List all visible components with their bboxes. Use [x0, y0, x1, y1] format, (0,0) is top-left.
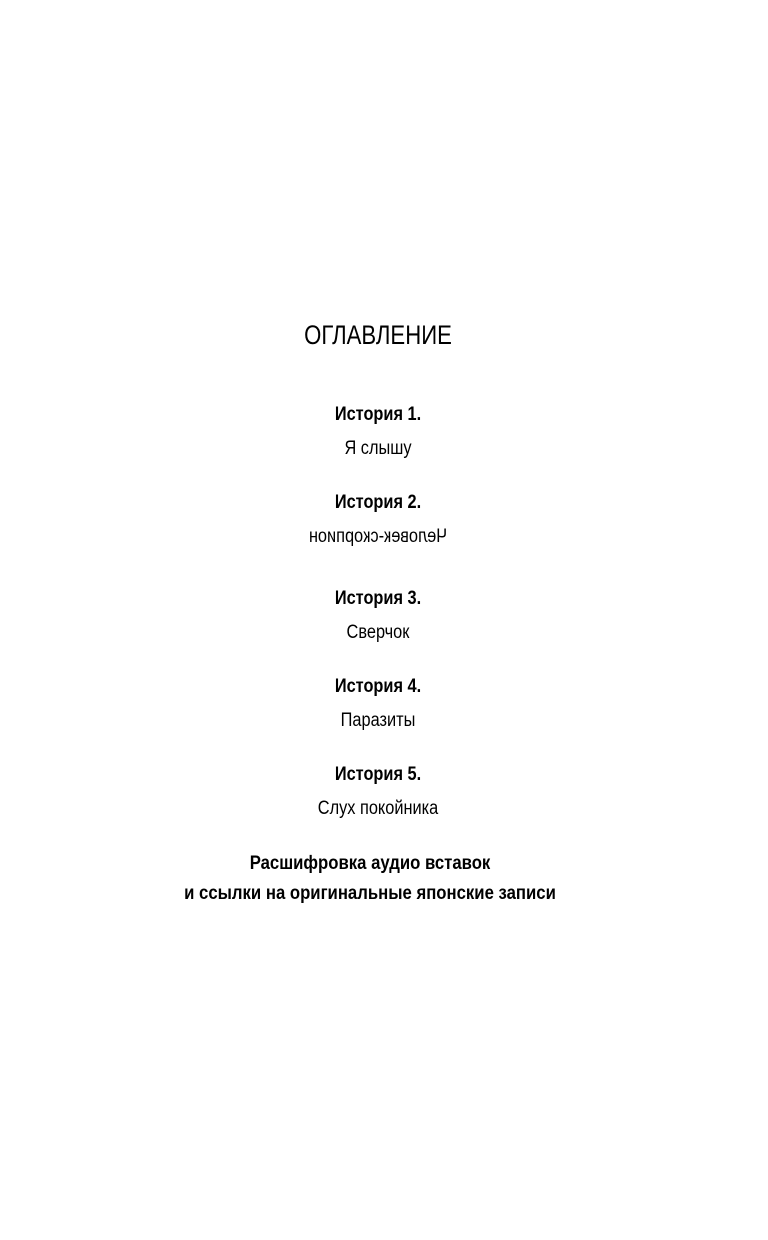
toc-entry [0, 402, 756, 462]
toc-entry [0, 586, 756, 646]
story-title: Сверчок [346, 622, 410, 643]
toc-entry [0, 762, 756, 822]
story-title-mirrored: Человек-скорпион [308, 526, 448, 547]
story-label: История 2. [334, 492, 422, 513]
toc-entry [0, 490, 756, 550]
story-label: История 4. [334, 676, 422, 697]
toc-entry [0, 674, 756, 734]
story-title: Я слышу [344, 438, 412, 459]
story-title: Слух покойника [317, 798, 439, 819]
appendix-entry [0, 849, 740, 909]
story-title: Паразиты [340, 710, 416, 731]
story-label: История 1. [334, 404, 422, 425]
appendix-line-2: и ссылки на оригинальные японские записи [184, 883, 556, 904]
story-label: История 3. [334, 588, 422, 609]
toc-heading: ОГЛАВЛЕНИЕ [304, 320, 452, 350]
story-label: История 5. [334, 764, 422, 785]
appendix-line-1: Расшифровка аудио вставок [249, 853, 491, 874]
